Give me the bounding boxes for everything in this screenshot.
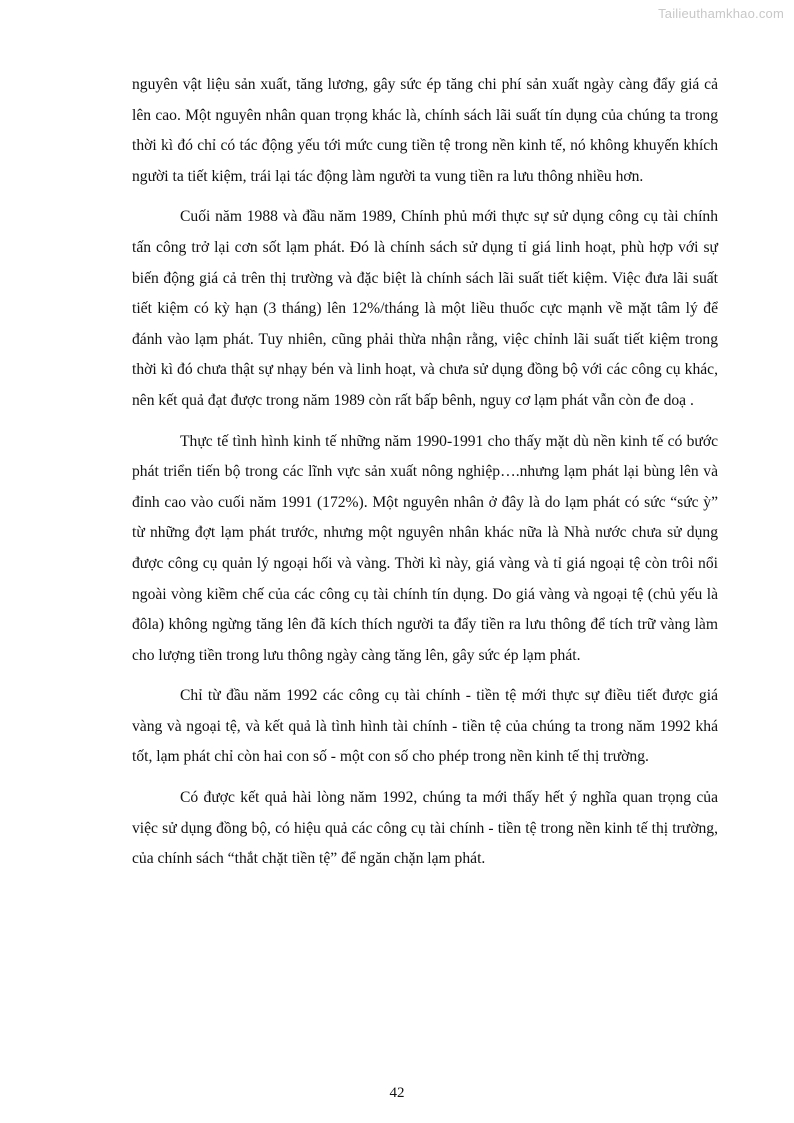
paragraph-3: Thực tế tình hình kinh tế những năm 1990-1991 cho thấy mặt dù nền kinh tế có bước phát triển tiến bộ trong các lĩnh vực sản xuất nông nghiệp….nhưng lạm phát lại bùng lên và đỉnh cao vào cuối năm 1991 (172%). Một nguyên nhân ở đây là do lạm phát có sức “sức ỳ” từ những đợt lạm phát trước, nhưng một nguyên nhân khác nữa là Nhà nước chưa sử dụng được công cụ quản lý ngoại hối và vàng. Thời kì này, giá vàng và tỉ giá ngoại tệ còn trôi nổi ngoài vòng kiềm chế của các công cụ tài chính tín dụng. Do giá vàng và ngoại tệ (chủ yếu là đôla) không ngừng tăng lên đã kích thích người ta đẩy tiền ra lưu thông để tích trữ vàng làm cho lượng tiền trong lưu thông ngày càng tăng lên, gây sức ép lạm phát. [132, 432, 718, 664]
paragraph-4: Chỉ từ đầu năm 1992 các công cụ tài chính - tiền tệ mới thực sự điều tiết được giá vàng và ngoại tệ, và kết quả là tình hình tài chính - tiền tệ của chúng ta trong năm 1992 khá tốt, lạm phát chỉ còn hai con số - một con số cho phép trong nền kinh tế thị trường. [132, 687, 718, 766]
page-number: 42 [389, 1085, 405, 1101]
paragraph-2: Cuối năm 1988 và đầu năm 1989, Chính phủ mới thực sự sử dụng công cụ tài chính tấn công trở lại cơn sốt lạm phát. Đó là chính sách sử dụng tỉ giá linh hoạt, phù hợp với sự biến động giá cả trên thị trường và đặc biệt là chính sách lãi suất tiết kiệm. Việc đưa lãi suất tiết kiệm có kỳ hạn (3 tháng) lên 12%/tháng là một liều thuốc cực mạnh về mặt tâm lý để đánh vào lạm phát. Tuy nhiên, cũng phải thừa nhận rằng, việc chỉnh lãi suất tiết kiệm trong thời kì đó chưa thật sự nhạy bén và linh hoạt, và chưa sử dụng đồng bộ với các công cụ khác, nên kết quả đạt được trong năm 1989 còn rất bấp bênh, nguy cơ lạm phát vẫn còn đe doạ . [132, 208, 718, 409]
document-body [132, 70, 718, 875]
paragraph-1: nguyên vật liệu sản xuất, tăng lương, gây sức ép tăng chi phí sản xuất ngày càng đẩy giá cả lên cao. Một nguyên nhân quan trọng khác là, chính sách lãi suất tín dụng của chúng ta trong thời kì đó chỉ có tác động yếu tới mức cung tiền tệ trong nền kinh tế, nó không khuyến khích người ta tiết kiệm, trái lại tác động làm người ta vung tiền ra lưu thông nhiều hơn. [132, 76, 718, 185]
paragraph-5: Có được kết quả hài lòng năm 1992, chúng ta mới thấy hết ý nghĩa quan trọng của việc sử dụng đồng bộ, có hiệu quả các công cụ tài chính - tiền tệ trong nền kinh tế thị trường, của chính sách “thắt chặt tiền tệ” để ngăn chặn lạm phát. [132, 789, 718, 868]
watermark-text: Tailieuthamkhao.com [658, 6, 784, 21]
